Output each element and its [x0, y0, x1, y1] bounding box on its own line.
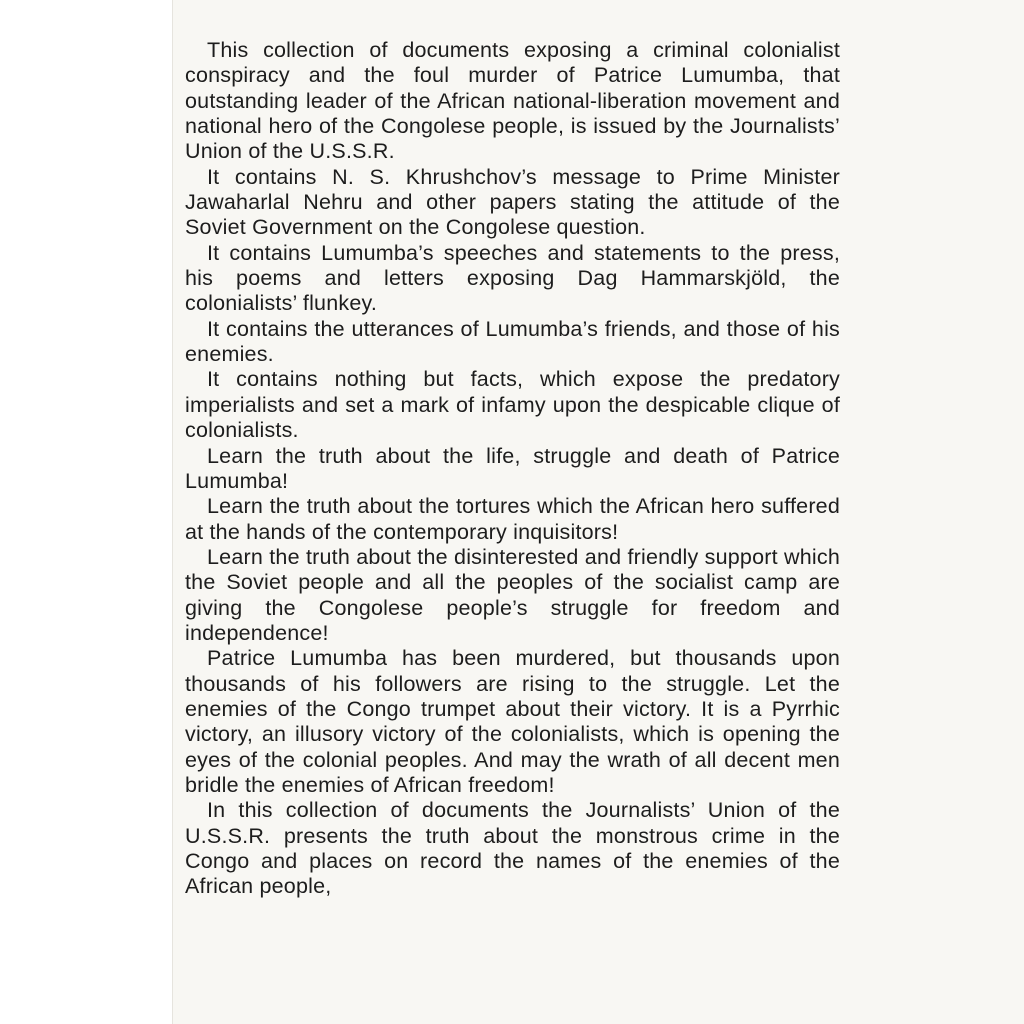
document-body: [185, 38, 840, 900]
paragraph-murdered: Patrice Lumumba has been murdered, but thousands upon thousands of his followers are rising to the struggle. Let the enemies of the Congo trumpet about their victory. It is a Pyrrhic victory, an illusory victory of the colonialists, which is opening the eyes of the colonial peoples. And may the wrath of all decent men bridle the enemies of African freedom!: [185, 646, 840, 797]
paragraph-learn-life: Learn the truth about the life, struggle and death of Patrice Lumumba!: [185, 443, 840, 493]
paragraph-intro: This collection of documents exposing a criminal colonialist conspiracy and the foul murder of Patrice Lumumba, that outstanding leader of the African national-liberation movement and national hero of the Congolese people, is issued by the Journalists’ Union of the U.S.S.R.: [185, 38, 840, 164]
page-margin: [0, 0, 172, 1024]
paragraph-lumumba-speeches: It contains Lumumba’s speeches and statements to the press, his poems and letters exposing Dag Hammarskjöld, the colonialists’ flunkey.: [185, 240, 840, 316]
paragraph-facts: It contains nothing but facts, which expose the predatory imperialists and set a mark of infamy upon the despicable clique of colonialists.: [185, 367, 840, 443]
paragraph-closing: In this collection of documents the Journalists’ Union of the U.S.S.R. presents the truth about the monstrous crime in the Congo and places on record the names of the enemies of the African people,: [185, 798, 840, 899]
paragraph-friends-enemies: It contains the utterances of Lumumba’s friends, and those of his enemies.: [185, 316, 840, 367]
paragraph-learn-support: Learn the truth about the disinterested and friendly support which the Soviet people and all the peoples of the socialist camp are giving the Congolese people’s struggle for freedom and independence!: [185, 544, 840, 645]
paragraph-khrushchov-message: It contains N. S. Khrushchov’s message to Prime Minister Jawaharlal Nehru and other papers stating the attitude of the Soviet Government on the Congolese question.: [185, 164, 840, 240]
paragraph-learn-tortures: Learn the truth about the tortures which the African hero suffered at the hands of the contemporary inquisitors!: [185, 494, 840, 544]
